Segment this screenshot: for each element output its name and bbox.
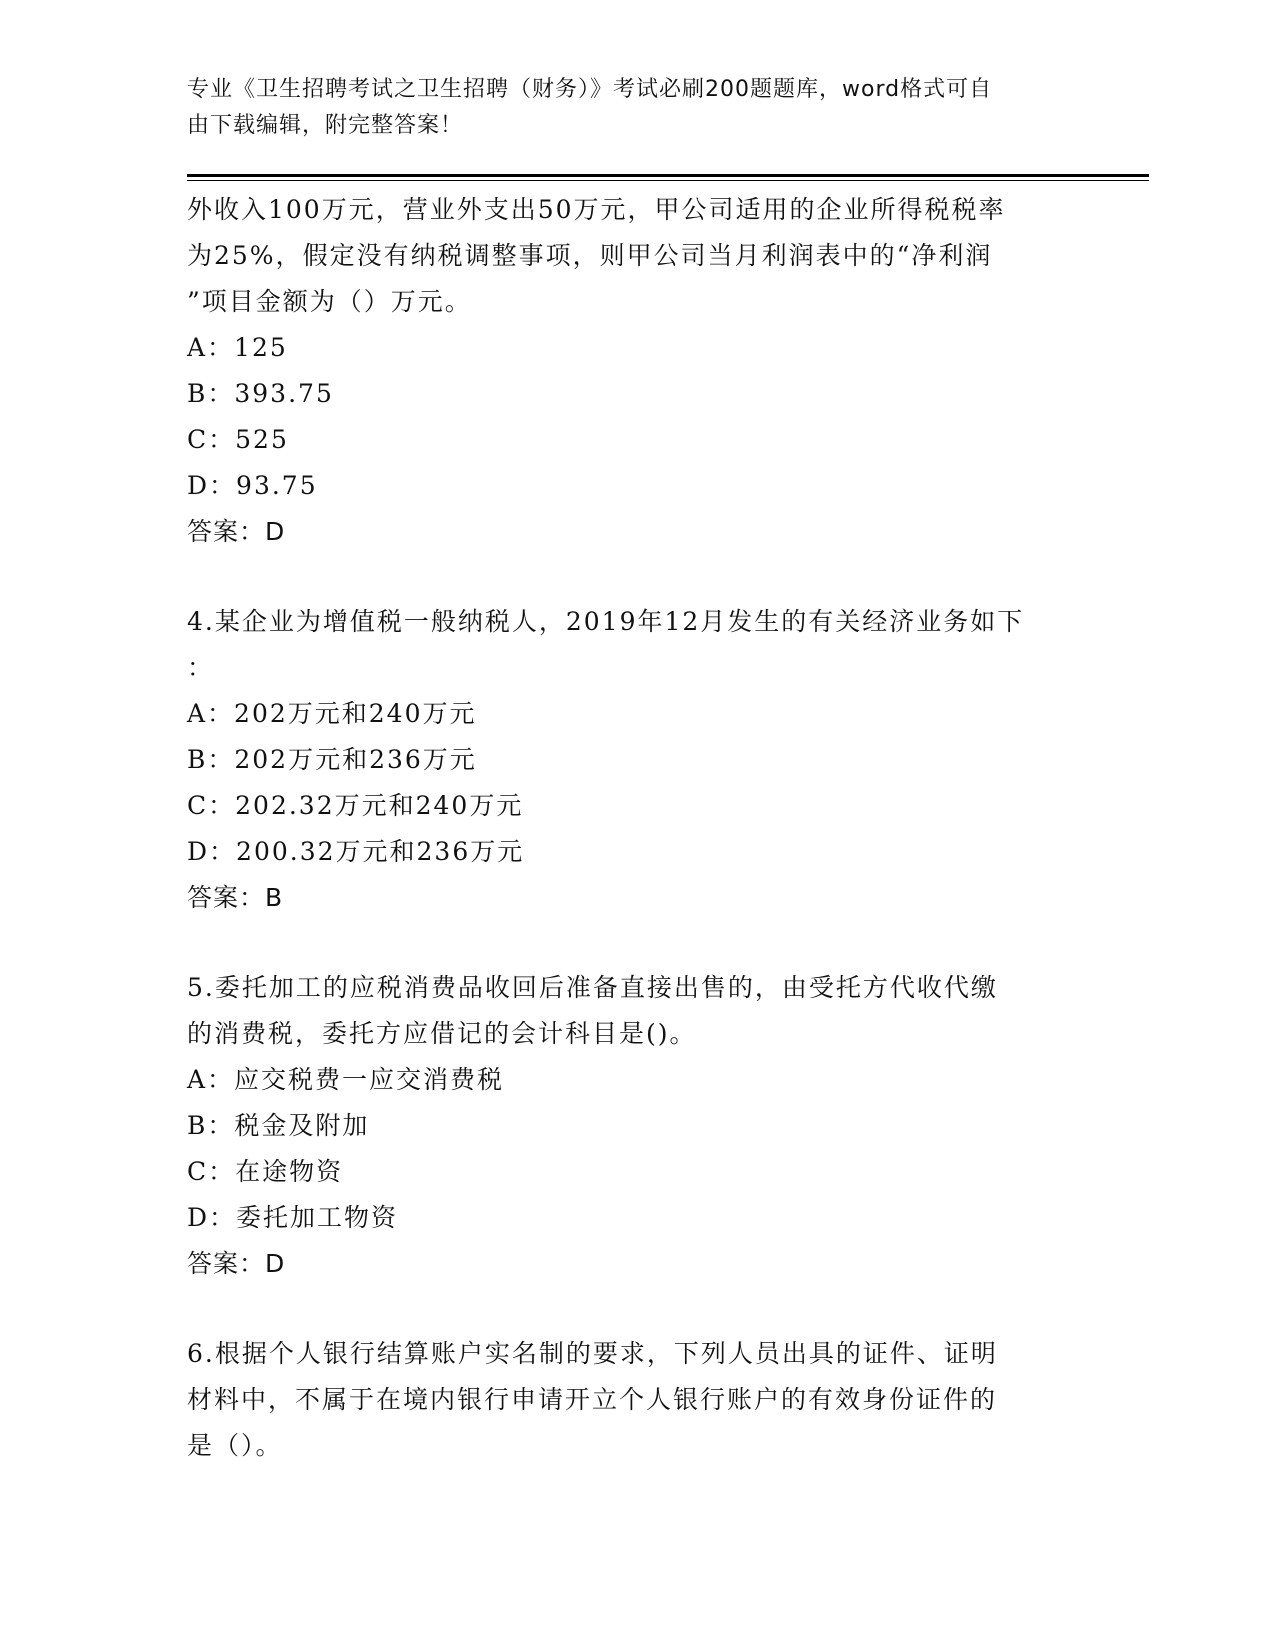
option-d: D：200.32万元和236万元 bbox=[187, 837, 525, 866]
question-text-line: 6.根据个人银行结算账户实名制的要求，下列人员出具的证件、证明 bbox=[187, 1339, 998, 1368]
question-text-line: 5.委托加工的应税消费品收回后准备直接出售的，由受托方代收代缴 bbox=[187, 973, 998, 1002]
question-3 bbox=[187, 187, 1087, 555]
header-line-1: 专业《卫生招聘考试之卫生招聘（财务）》考试必刷200题题库，word格式可自 bbox=[187, 77, 993, 102]
question-text-line: 的消费税，委托方应借记的会计科目是()。 bbox=[187, 1019, 697, 1048]
option-d: D：93.75 bbox=[187, 471, 318, 500]
option-b: B：393.75 bbox=[187, 379, 334, 408]
header-divider-thick bbox=[187, 174, 1149, 177]
question-4 bbox=[187, 599, 1087, 921]
question-6 bbox=[187, 1331, 1087, 1469]
document-header bbox=[187, 72, 1067, 144]
question-text-line: 材料中，不属于在境内银行申请开立个人银行账户的有效身份证件的 bbox=[187, 1385, 998, 1414]
question-5 bbox=[187, 965, 1087, 1287]
spacer bbox=[187, 921, 1087, 965]
question-text-line: ”项目金额为（）万元。 bbox=[187, 287, 472, 316]
question-text-line: 外收入100万元，营业外支出50万元，甲公司适用的企业所得税税率 bbox=[187, 195, 1006, 224]
option-a: A：202万元和240万元 bbox=[187, 699, 477, 728]
header-line-2: 由下载编辑，附完整答案！ bbox=[187, 113, 464, 138]
option-b: B：202万元和236万元 bbox=[187, 745, 477, 774]
option-a: A：应交税费一应交消费税 bbox=[187, 1065, 505, 1094]
option-b: B：税金及附加 bbox=[187, 1111, 370, 1140]
option-d: D：委托加工物资 bbox=[187, 1203, 399, 1232]
option-c: C：在途物资 bbox=[187, 1157, 344, 1186]
answer: 答案：D bbox=[187, 517, 286, 546]
option-c: C：525 bbox=[187, 425, 289, 454]
answer: 答案：D bbox=[187, 1249, 286, 1278]
question-text-line: ： bbox=[187, 653, 215, 682]
answer: 答案：B bbox=[187, 883, 284, 912]
question-text-line: 是（）。 bbox=[187, 1431, 283, 1460]
question-list bbox=[187, 187, 1087, 1469]
spacer bbox=[187, 555, 1087, 599]
spacer bbox=[187, 1287, 1087, 1331]
question-text-line: 为25%，假定没有纳税调整事项，则甲公司当月利润表中的“净利润 bbox=[187, 241, 993, 270]
option-c: C：202.32万元和240万元 bbox=[187, 791, 524, 820]
question-text-line: 4.某企业为增值税一般纳税人，2019年12月发生的有关经济业务如下 bbox=[187, 607, 1025, 636]
option-a: A：125 bbox=[187, 333, 288, 362]
header-divider-thin bbox=[187, 180, 1149, 181]
